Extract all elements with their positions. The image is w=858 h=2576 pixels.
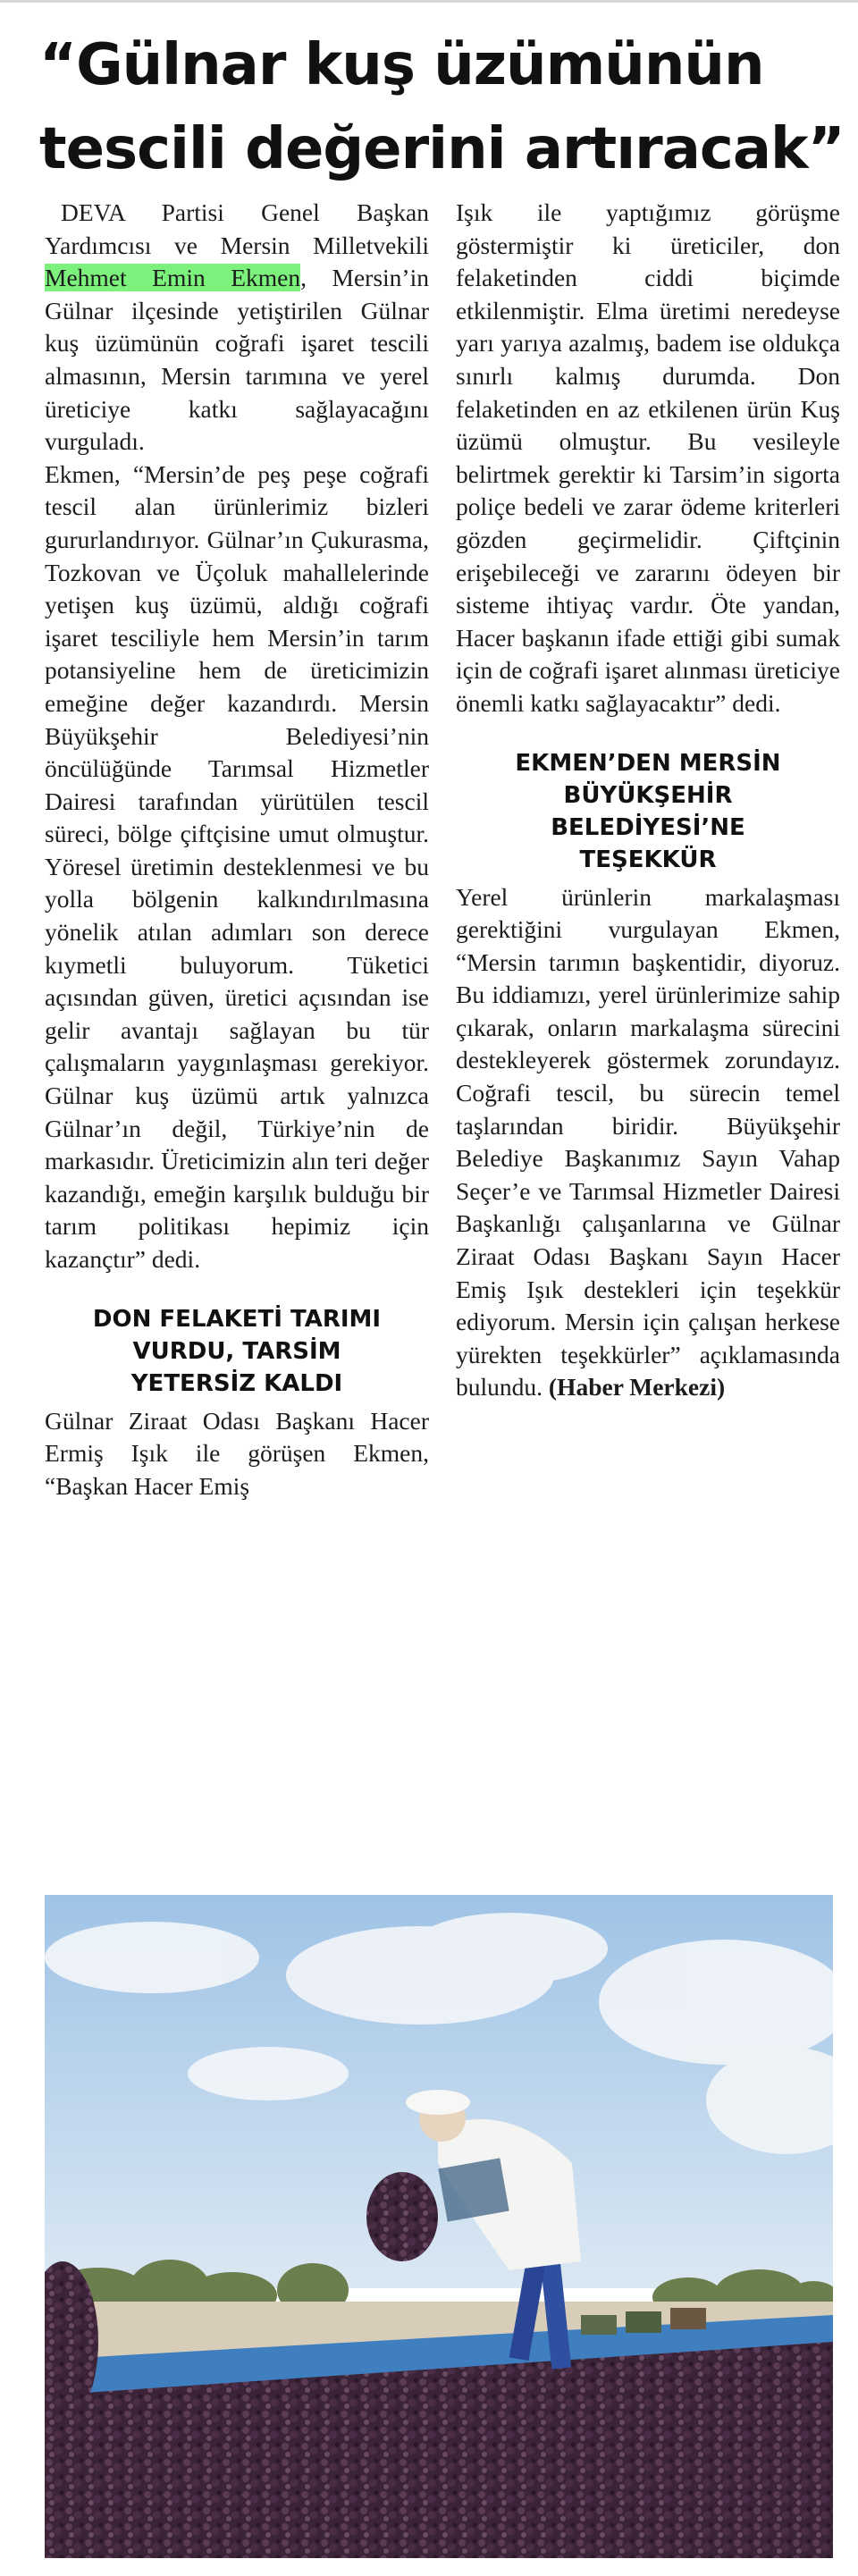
left-paragraph-1	[45, 197, 429, 459]
left-subheading-line-3: YETERSİZ KALDI	[130, 1369, 343, 1397]
left-paragraph-1-pre: DEVA Partisi Genel Başkan Yardımcısı ve Mersin Milletvekili	[45, 198, 429, 259]
headline-line-2: tescili değerini artıracak”	[39, 116, 845, 182]
right-column	[456, 197, 840, 1404]
headline-line-1: “Gülnar kuş üzümünün	[39, 32, 764, 98]
right-subheading	[456, 747, 840, 876]
left-subheading-line-2: VURDU, TARSİM	[132, 1337, 341, 1365]
highlighted-name: Mehmet Emin Ekmen	[45, 264, 301, 292]
news-photo	[45, 1895, 833, 2558]
left-subheading-line-1: DON FELAKETİ TARIMI	[92, 1305, 382, 1333]
right-subheading-line-4: TEŞEKKÜR	[579, 846, 717, 873]
photo-illustration	[45, 1895, 833, 2558]
right-subheading-line-1: EKMEN’DEN MERSİN	[515, 749, 781, 777]
right-paragraph-2-text: Yerel ürünlerin markalaşması gerektiğini vurgulayan Ekmen, “Mersin tarımın başkentidir, diyoruz. Bu iddiamızı, yerel ürünlerimize sahip çıkarak, onların markalaşma sürecini destekleyerek göstermek zorundayız. Coğrafi tescil, bu sürecin temel taşlarından biridir. Büyükşehir Belediye Başkanımız Sayın Vahap Seçer’e ve Tarımsal Hizmetler Dairesi Başkanlığı çalışanlarına ve Gülnar Ziraat Odası Başkanı Sayın Hacer Emiş Işık destekleri için teşekkür ediyorum. Mersin için çalışan herkese yürekten teşekkürler” açıklamasında bulundu.	[456, 882, 840, 1402]
left-column	[45, 197, 429, 1503]
top-divider	[0, 0, 858, 3]
headline	[39, 23, 845, 191]
right-subheading-line-3: BELEDİYESİ’NE	[551, 813, 745, 841]
left-paragraph-2: Ekmen, “Mersin’de peş peşe coğrafi tescil alan ürünlerimiz bizleri gururlandırıyor. Gülnar’ın Çukurasma, Tozkovan ve Üçoluk mahallelerinde yetişen kuş üzümü, aldığı coğrafi işaret tesciliyle hem Mersin’in tarım potansiyeline hem de üreticimizin emeğine değer kazandırdı. Mersin Büyükşehir Belediyesi’nin öncülüğünde Tarımsal Hizmetler Dairesi tarafından yürütülen tescil süreci, bölge çiftçisine umut olmuştur. Yöresel üretimin desteklenmesi ve bu yolla bölgenin kalkındırılmasına yönelik atılan adımları son derece kıymetli buluyorum. Tüketici açısından güven, üretici açısından ise gelir avantajı sağlayan bu tür çalışmaların yaygınlaşması gerekiyor. Gülnar kuş üzümü artık yalnızca Gülnar’ın değil, Türkiye’nin de markasıdır. Üreticimizin alın teri değer kazandığı, emeğin karşılık bulduğu bir tarım politikası hepimiz için kazançtır” dedi.	[45, 459, 429, 1273]
left-paragraph-3: Gülnar Ziraat Odası Başkanı Hacer Ermiş Işık ile görüşen Ekmen, “Başkan Hacer Emiş	[45, 1406, 429, 1500]
right-paragraph-1: Işık ile yaptığımız görüşme göstermiştir ki üreticiler, don felaketinden ciddi biçimde etkilenmiştir. Elma üretimi neredeyse yarı yarıya azalmış, badem ise oldukça sınırlı kalmış durumda. Don felaketinden en az etkilenen ürün Kuş üzümü olmuştur. Bu vesileyle belirtmek gerektir ki Tarsim’in sigorta poliçe bedeli ve zarar ödeme kriterleri gözden geçirmelidir. Çiftçinin erişebileceği ve zararını ödeyen bir sisteme ihtiyaç vardır. Öte yandan, Hacer başkanın ifade ettiği gibi sumak için de coğrafi işaret alınması üreticiye önemli katkı sağlayacaktır” dedi.	[456, 198, 840, 717]
right-paragraph-2	[456, 881, 840, 1405]
left-subheading	[45, 1303, 429, 1400]
right-subheading-line-2: BÜYÜKŞEHİR	[563, 781, 733, 809]
news-credit: (Haber Merkezi)	[548, 1373, 726, 1402]
left-paragraph-1-post: , Mersin’in Gülnar ilçesinde yetiştirilen Gülnar kuş üzümünün coğrafi işaret tescili almasının, Mersin tarımına ve yerel üreticiye katkı sağlayacağını vurguladı.	[45, 264, 429, 456]
